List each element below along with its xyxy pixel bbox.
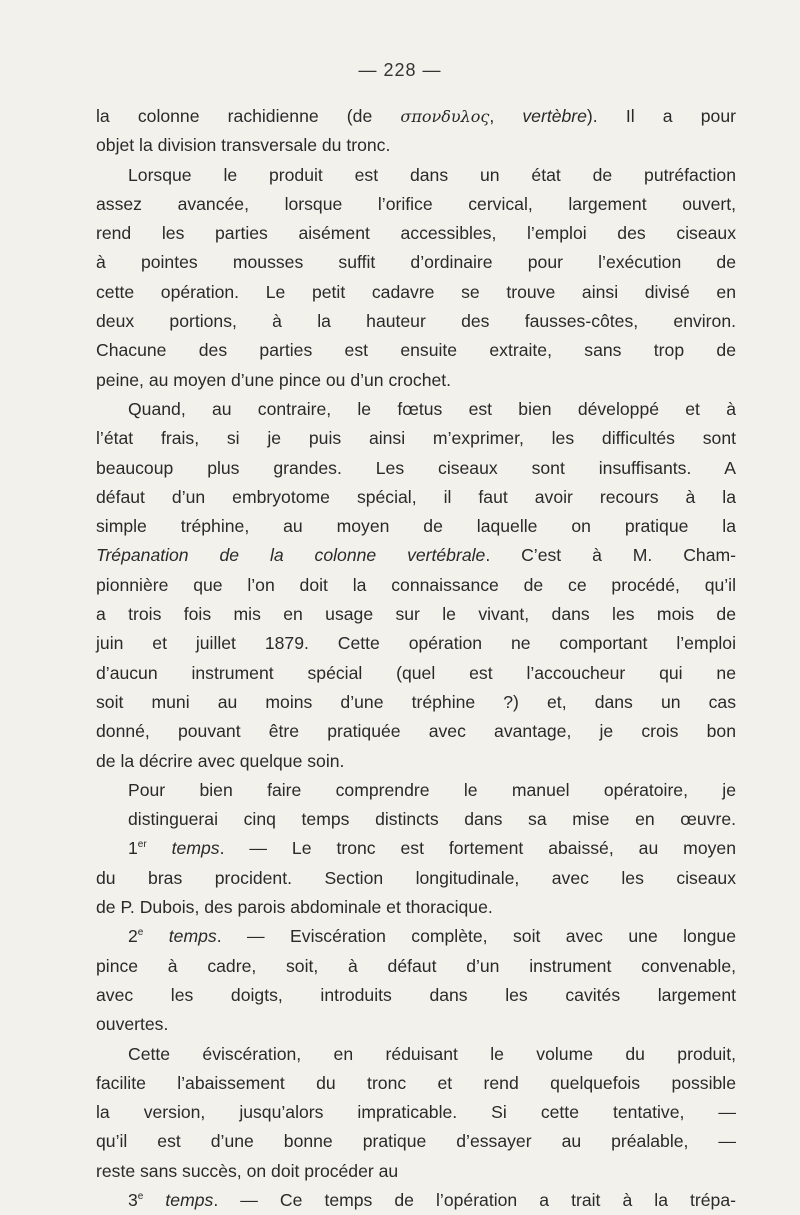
text-line: pince à cadre, soit, à défaut d’un instrument convenable, — [96, 955, 736, 976]
text-line: facilite l’abaissement du tronc et rend quelquefois possible — [96, 1072, 736, 1093]
text-line: pionnière que l’on doit la connaissance de ce procédé, qu’il — [96, 574, 736, 595]
text-line: qu’il est d’une bonne pratique d’essayer au préalable, — — [96, 1131, 736, 1152]
text-line: donné, pouvant être pratiquée avec avantage, je crois bon — [96, 721, 736, 742]
text-line: simple tréphine, au moyen de laquelle on pratique la — [96, 516, 736, 537]
text-line: juin et juillet 1879. Cette opération ne comportant l’emploi — [96, 633, 736, 654]
text-line: l’état frais, si je puis ainsi m’exprimer, les difficultés sont — [96, 428, 736, 449]
italic-word: temps — [143, 1189, 214, 1210]
text-line: a trois fois mis en usage sur le vivant, dans les mois de — [96, 604, 736, 625]
text-line: rend les parties aisément accessibles, l’emploi des ciseaux — [96, 223, 736, 244]
text-line: la colonne rachidienne (de σπονδυλος, vertèbre). Il a pour — [96, 106, 736, 126]
text-line: reste sans succès, on doit procéder au — [96, 1160, 399, 1181]
text-line: soit muni au moins d’une tréphine ?) et, dans un cas — [96, 691, 736, 712]
page-number: — 228 — — [358, 60, 442, 80]
text-line: 3e temps. — Ce temps de l’opération a trait à la trépa- — [128, 1189, 736, 1210]
text-line: avec les doigts, introduits dans les cavités largement — [96, 984, 736, 1005]
greek-word: σπονδυλος — [400, 107, 490, 126]
text-line: 1er temps. — Le tronc est fortement abaissé, au moyen — [128, 838, 736, 859]
body-text — [96, 102, 736, 1215]
text-line: du bras procident. Section longitudinale, avec les ciseaux — [96, 867, 736, 888]
italic-word: vertèbre — [522, 106, 587, 126]
italic-word: temps — [146, 838, 220, 859]
text-line: Cette éviscération, en réduisant le volume du produit, — [128, 1043, 736, 1064]
text-line: 2e temps. — Eviscération complète, soit avec une longue — [128, 926, 736, 947]
text-line: ouvertes. — [96, 1014, 169, 1035]
text-line: de la décrire avec quelque soin. — [96, 750, 345, 771]
italic-word: temps — [143, 926, 217, 947]
text-line: de P. Dubois, des parois abdominale et thoracique. — [96, 897, 493, 918]
text-line: la version, jusqu’alors impraticable. Si cette tentative, — — [96, 1102, 736, 1123]
italic-title: Trépanation de la colonne vertébrale — [96, 545, 486, 566]
text-line: défaut d’un embryotome spécial, il faut avoir recours à la — [96, 486, 736, 507]
text-line: Chacune des parties est ensuite extraite, sans trop de — [96, 340, 736, 361]
text-line: beaucoup plus grandes. Les ciseaux sont insuffisants. A — [96, 457, 736, 478]
text-line: assez avancée, lorsque l’orifice cervical, largement ouvert, — [96, 193, 736, 214]
text-line: peine, au moyen d’une pince ou d’un crochet. — [96, 369, 452, 390]
text-line: Trépanation de la colonne vertébrale. C’est à M. Cham- — [96, 545, 736, 566]
text-line: objet la division transversale du tronc. — [96, 135, 391, 156]
text-line: deux portions, à la hauteur des fausses-côtes, environ. — [96, 311, 736, 332]
text-line: Lorsque le produit est dans un état de putréfaction — [128, 164, 736, 185]
text-line: distinguerai cinq temps distincts dans sa mise en œuvre. — [128, 809, 736, 830]
text-line: Quand, au contraire, le fœtus est bien développé et à — [128, 398, 736, 419]
text-line: d’aucun instrument spécial (quel est l’accoucheur qui ne — [96, 662, 736, 683]
text-line: à pointes mousses suffit d’ordinaire pour l’exécution de — [96, 252, 736, 273]
text-line: cette opération. Le petit cadavre se trouve ainsi divisé en — [96, 281, 736, 302]
text-line: Pour bien faire comprendre le manuel opératoire, je — [128, 779, 736, 800]
